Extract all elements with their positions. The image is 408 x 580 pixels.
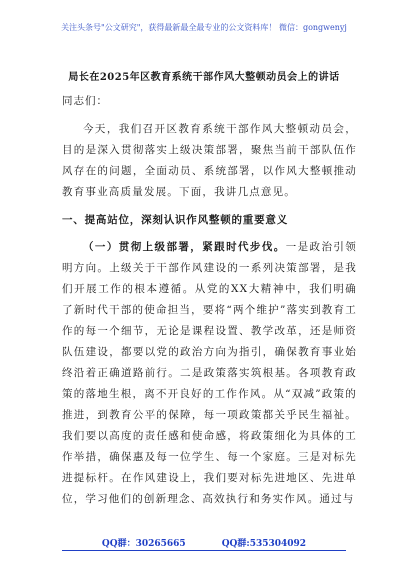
- paragraph-sub1: [62, 237, 357, 510]
- header-banner: 关注头条号"公文研究"，获得最新最全最专业的公文资料库！ 微信：gongwenyj: [61, 23, 347, 32]
- footer-qq: [0, 536, 408, 549]
- document-title: 局长在2025年区教育系统干部作风大整顿动员会上的讲话: [68, 72, 340, 83]
- sub-heading: （一）贯彻上级部署，紧跟时代步伐。: [83, 241, 286, 253]
- qq-group-1: QQ群：30265665: [101, 539, 186, 549]
- section-heading: 一、提高站位，深刻认识作风整顿的重要意义: [62, 214, 288, 226]
- greeting: 同志们：: [62, 95, 108, 107]
- sub-body: 一是政治引领明方向。上级关于干部作风建设的一系列决策部署，是我们开展工作的根本遵循。从党的XX大精神中，我们明确了新时代干部的使命担当，要将“两个维护”落实到教育工作的每一个细节，无论是课程设置、教学改革，还是师资队伍建设，都要以党的政治方向为指引，确保教育事业始终沿着正确道路前行。二是政策落实筑根基。各项教育政策的落地生根，离不开良好的工作作风。从“双减”政策的推进，到教育公平的保障，每一项政策都关乎民生福祉。我们要以高度的责任感和使命感，将政策细化为具体的工作举措，确保惠及每一位学生、每一个家庭。三是对标先进提标杆。在作风建设上，我们要对标先进地区、先进单位，学习他们的创新理念、高效执行和务实作风。通过与: [62, 241, 357, 505]
- footer-divider: [62, 550, 346, 551]
- paragraph-intro: 今天，我们召开区教育系统干部作风大整顿动员会，目的是深入贯彻落实上级决策部署，聚焦当前干部队伍作风存在的问题，全面动员、系统部署，以作风大整顿推动教育事业高质量发展。下面，我讲几点意见。: [62, 123, 357, 198]
- qq-group-2: QQ群:535304092: [221, 539, 307, 549]
